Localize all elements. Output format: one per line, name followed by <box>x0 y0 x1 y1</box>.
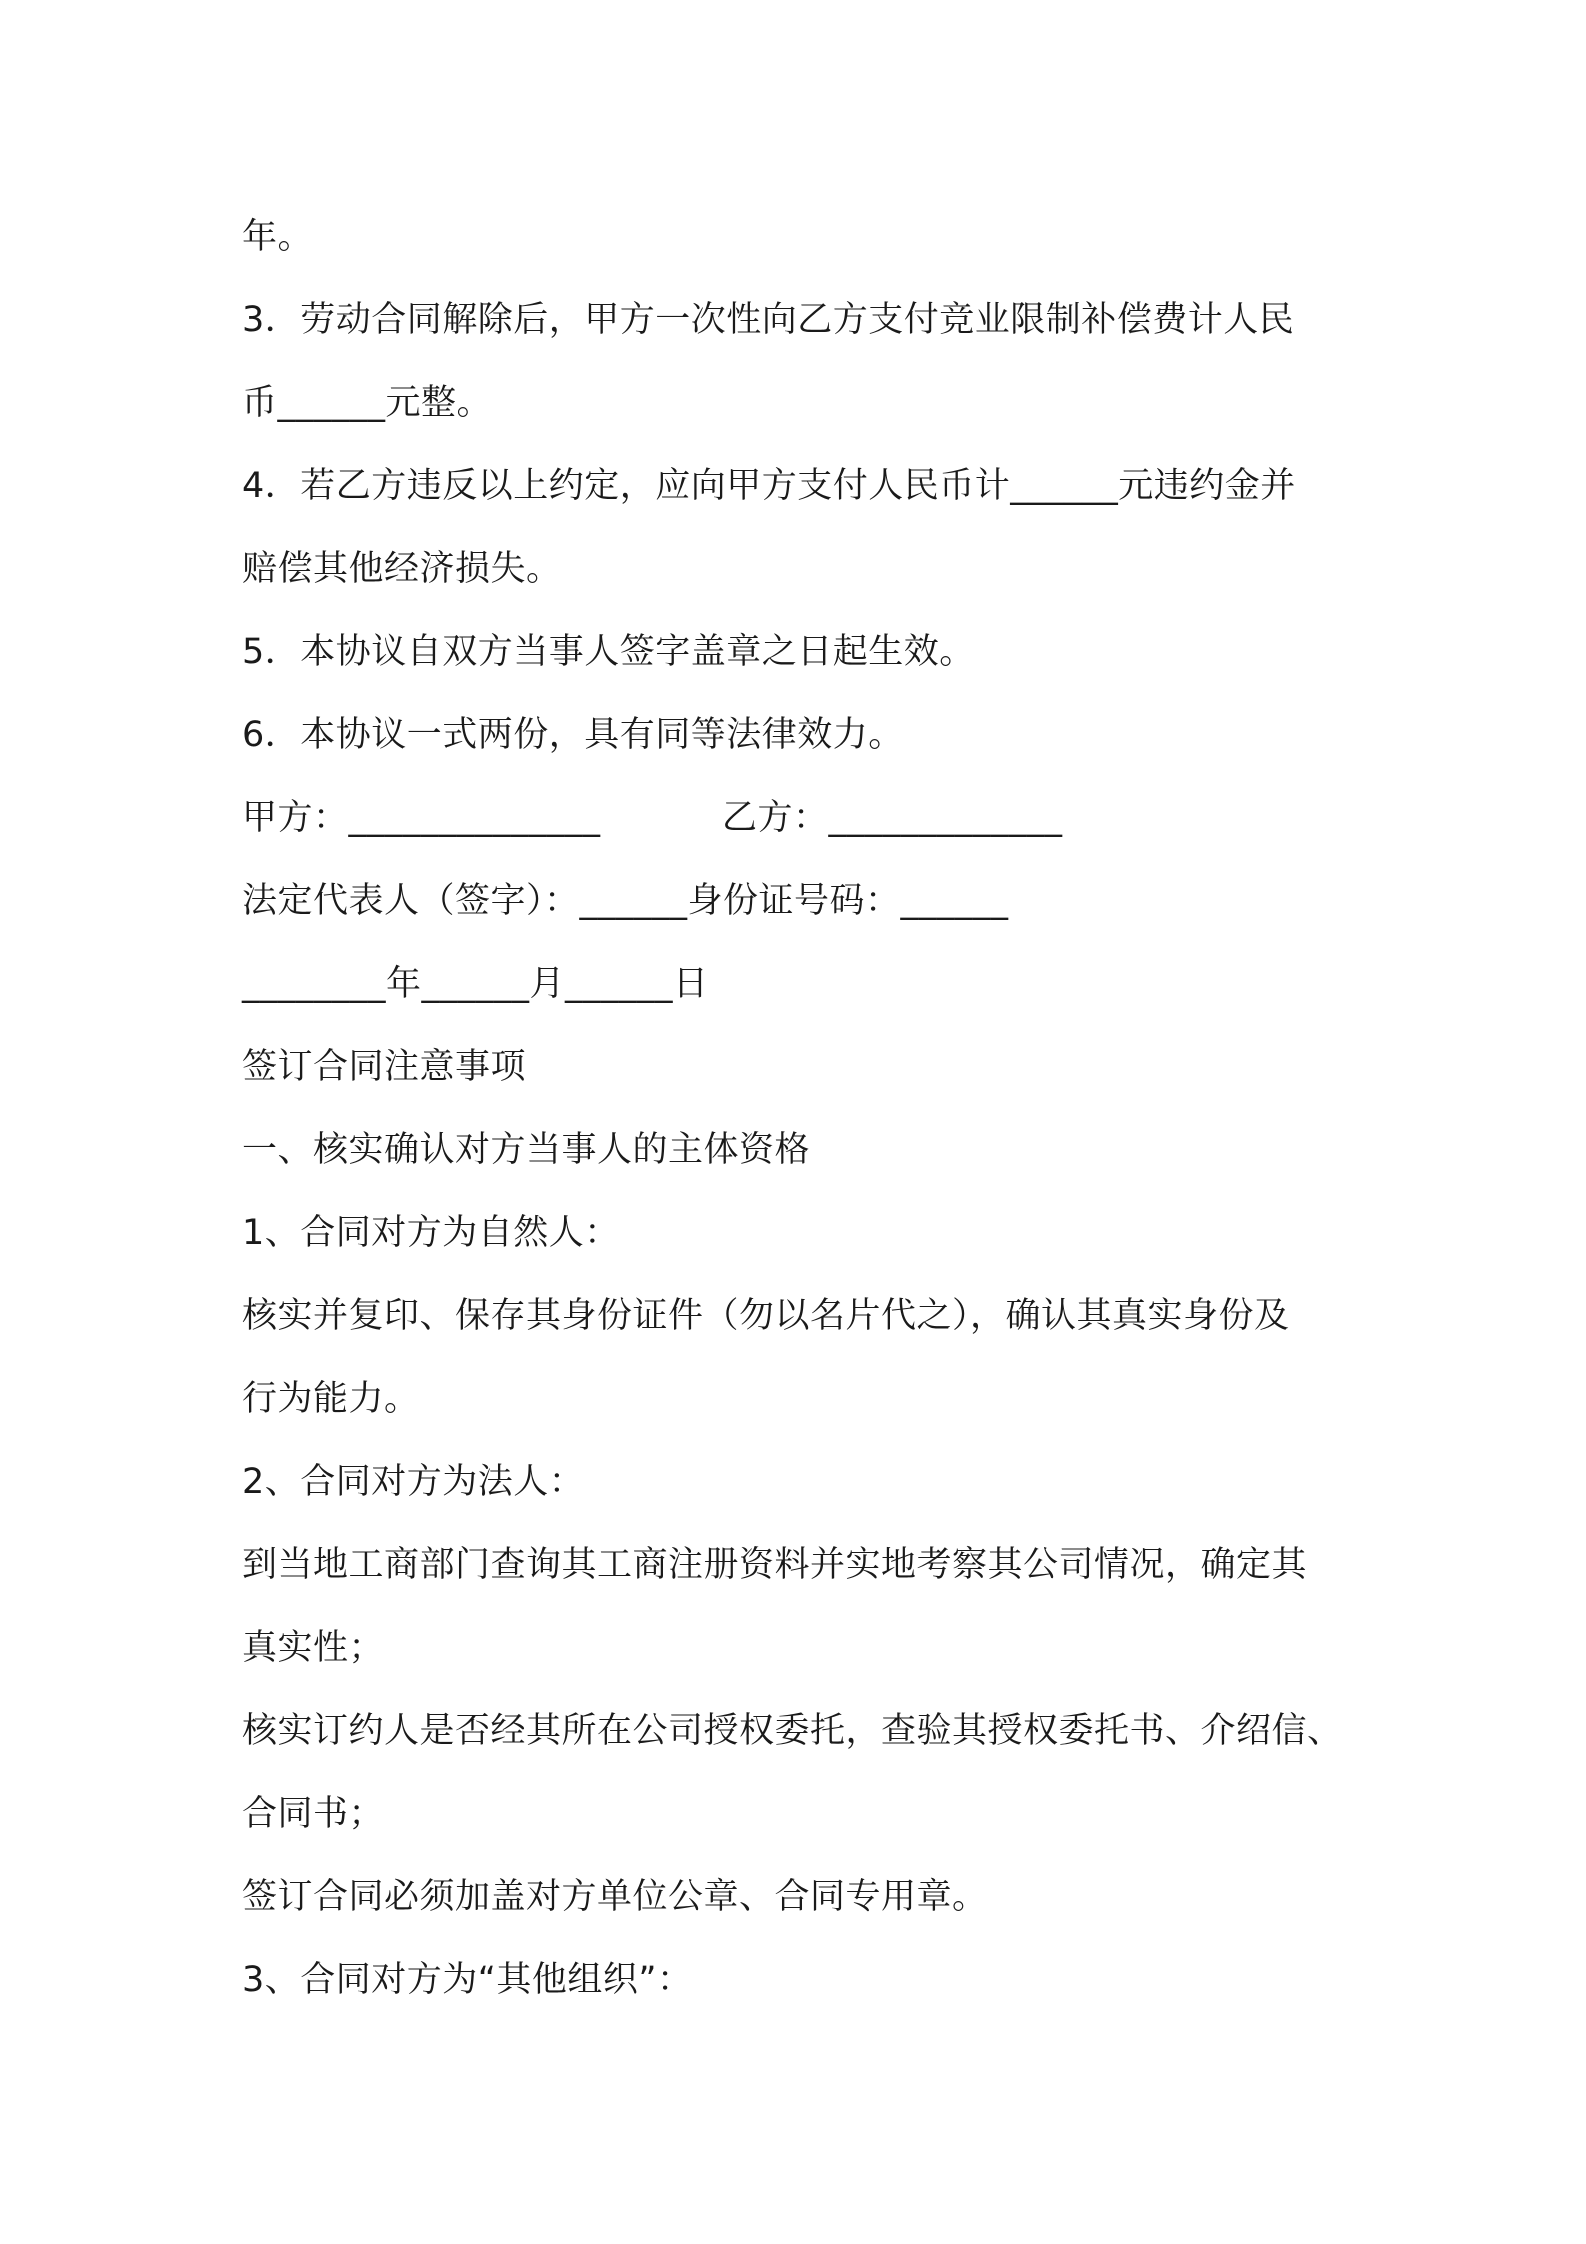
section-heading-1: 一、核实确认对方当事人的主体资格 <box>242 1130 811 1170</box>
document-body <box>242 196 1362 2022</box>
clause-3: 3．劳动合同解除后，甲方一次性向乙方支付竞业限制补偿费计人民 <box>242 300 1295 340</box>
text-line: 年。 <box>242 217 314 257</box>
item-2-heading: 2、合同对方为法人： <box>242 1462 585 1502</box>
item-1-text: 核实并复印、保存其身份证件（勿以名片代之），确认其真实身份及 <box>242 1296 1290 1336</box>
legal-representative-line: 法定代表人（签字）：______身份证号码：______ <box>242 881 1009 921</box>
section-title: 签订合同注意事项 <box>242 1047 527 1087</box>
clause-5: 5．本协议自双方当事人签字盖章之日起生效。 <box>242 632 975 672</box>
date-line: ________年______月______日 <box>242 964 709 1004</box>
item-3-heading: 3、合同对方为“其他组织”： <box>242 1960 693 2000</box>
item-2-text-cont: 真实性； <box>242 1628 385 1668</box>
clause-3-cont: 币______元整。 <box>242 383 493 423</box>
clause-6: 6．本协议一式两份，具有同等法律效力。 <box>242 715 904 755</box>
item-2-text-2-cont: 合同书； <box>242 1794 385 1834</box>
item-1-heading: 1、合同对方为自然人： <box>242 1213 620 1253</box>
item-1-text-cont: 行为能力。 <box>242 1379 420 1419</box>
item-2-text-3: 签订合同必须加盖对方单位公章、合同专用章。 <box>242 1877 988 1917</box>
clause-4: 4．若乙方违反以上约定，应向甲方支付人民币计______元违约金并 <box>242 466 1296 506</box>
item-2-text-2: 核实订约人是否经其所在公司授权委托，查验其授权委托书、介绍信、 <box>242 1711 1343 1751</box>
party-a-signature: 甲方：______________ <box>242 798 601 838</box>
item-2-text: 到当地工商部门查询其工商注册资料并实地考察其公司情况，确定其 <box>242 1545 1308 1585</box>
signature-row <box>242 777 1362 860</box>
clause-4-cont: 赔偿其他经济损失。 <box>242 549 562 589</box>
party-b-signature: 乙方：_____________ <box>722 798 1063 838</box>
